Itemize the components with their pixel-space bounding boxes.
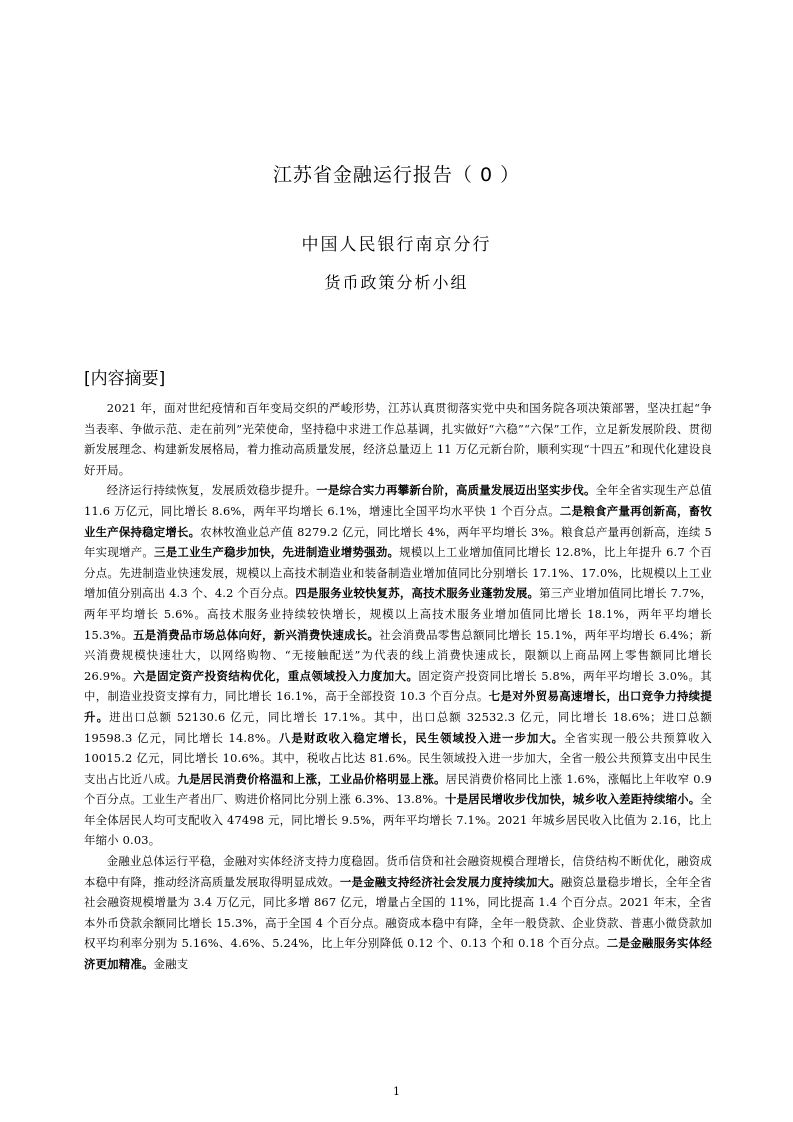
abstract-body: [84, 398, 712, 975]
bold-segment: 二是金融服务实体经济更加精准。: [84, 936, 712, 972]
abstract-paragraph: [84, 480, 712, 851]
bold-segment: 五是消费品市场总体向好，新兴消费快速成长。: [133, 627, 380, 642]
text-segment: 全年全省实现生产总值 11.6 万亿元，同比增长 8.6%，两年平均增长 6.1%，增速比全国平均水平快 1 个百分点。: [84, 483, 712, 518]
abstract-heading: [内容摘要]: [84, 369, 166, 389]
text-segment: 全年全体居民人均可支配收入 47498 元，同比增长 9.5%，两年平均增长 7.1%。2021 年城乡居民收入比值为 2.16，比上年缩小 0.03。: [84, 792, 712, 848]
bold-segment: 七是对外贸易高速增长，出口竞争力持续提升。: [84, 689, 712, 724]
report-title: 江苏省金融运行报告（ 0 ）: [272, 164, 521, 186]
page-number: 1: [393, 1085, 400, 1098]
text-segment: 规模以上工业增加值同比增长 12.8%，比上年提升 6.7 个百分点。先进制造业快速发展，规模以上高技术制造业和装备制造业增加值同比分别增长 17.1%、17.0%，比规模以上工业增加值分别高出 4.3 个、4.2 个百分点。: [84, 545, 712, 601]
bold-segment: 一是金融支持经济社会发展力度持续加大。: [339, 874, 561, 889]
text-segment: 进出口总额 52130.6 亿元，同比增长 17.1%。其中，出口总额 32532.3 亿元，同比增长 18.6%；进口总额 19598.3 亿元，同比增长 14.8%。: [84, 709, 712, 745]
text-segment: 农林牧渔业总产值 8279.2 亿元，同比增长 4%，两年平均增长 3%。粮食总产量再创新高，连续 5 年实现增产。: [84, 524, 712, 560]
bold-segment: 八是财政收入稳定增长，民生领域投入进一步加大。: [278, 730, 565, 745]
abstract-paragraph: [84, 851, 712, 975]
text-segment: 社会消费品零售总额同比增长 15.1%，两年平均增长 6.4%；新兴消费规模快速壮大，以网络购物、“无接触配送”为代表的线上消费快速成长，限额以上商品网上零售额同比增长 26.9%。: [84, 627, 713, 683]
bold-segment: 十是居民增收步伐加快，城乡收入差距持续缩小。: [445, 792, 701, 807]
bold-segment: 九是居民消费价格温和上涨，工业品价格明显上涨。: [177, 771, 446, 786]
bold-segment: 四是服务业较快复苏，高技术服务业蓬勃发展。: [295, 586, 540, 601]
text-segment: 经济运行持续恢复，发展质效稳步提升。: [106, 483, 317, 498]
organization-name: 中国人民银行南京分行: [301, 235, 492, 255]
text-segment: 融资总量稳步增长，全年全省社会融资规模增量为 3.4 万亿元，同比多增 867 亿元，增量占全国的 11%，同比提高 1.4 个百分点。2021 年末，全省本外币贷款余额同比增长 15.3%，高于全国 4 个百分点。融资成本稳中有降，全年一般贷款、企业贷款、普惠小微贷款加权平均利率分别为 5.16%、4.6%、5.24%，比上年分别降低 0.12 个、0.13 个和 0.18 个百分点。: [84, 874, 712, 951]
abstract-paragraph: [84, 398, 712, 480]
bold-segment: 三是工业生产稳步加快，先进制造业增势强劲。: [154, 545, 400, 560]
text-segment: 金融业总体运行平稳，金融对实体经济支持力度稳固。货币信贷和社会融资规模合理增长，信贷结构不断优化，融资成本稳中有降，推动经济高质量发展取得明显成效。: [84, 854, 712, 889]
text-segment: 第三产业增加值同比增长 7.7%，两年平均增长 5.6%。高技术服务业持续较快增长，规模以上高技术服务业增加值同比增长 18.1%，两年平均增长 15.3%。: [84, 586, 712, 642]
text-segment: 全省实现一般公共预算收入 10015.2 亿元，同比增长 10.6%。其中，税收占比达 81.6%。民生领域投入进一步加大，全省一般公共预算支出中民生支出占比近八成。: [84, 730, 712, 786]
bold-segment: 一是综合实力再攀新台阶，高质量发展迈出坚实步伐。: [316, 483, 596, 498]
bold-segment: 六是固定资产投资结构优化，重点领域投入力度加大。: [133, 668, 419, 683]
text-segment: 金融支: [153, 957, 189, 972]
text-segment: 居民消费价格同比上涨 1.6%，涨幅比上年收窄 0.9 个百分点。工业生产者出厂、购进价格同比分别上涨 6.3%、13.8%。: [84, 771, 712, 807]
author-group: 货币政策分析小组: [324, 273, 469, 292]
bold-segment: 二是粮食产量再创新高，畜牧业生产保持稳定增长。: [84, 503, 712, 539]
text-segment: 固定资产投资同比增长 5.8%，两年平均增长 3.0%。其中，制造业投资支撑有力，同比增长 16.1%，高于全部投资 10.3 个百分点。: [84, 668, 713, 704]
text-segment: 2021 年，面对世纪疫情和百年变局交织的严峻形势，江苏认真贯彻落实党中央和国务院各项决策部署，坚决扛起“争当表率、争做示范、走在前列”光荣使命，坚持稳中求进工作总基调，扎实做好“六稳”“六保”工作，立足新发展阶段、贯彻新发展理念、构建新发展格局，着力推动高质量发展，经济总量迈上 11 万亿元新台阶，顺利实现“十四五”和现代化建设良好开局。: [84, 401, 712, 477]
